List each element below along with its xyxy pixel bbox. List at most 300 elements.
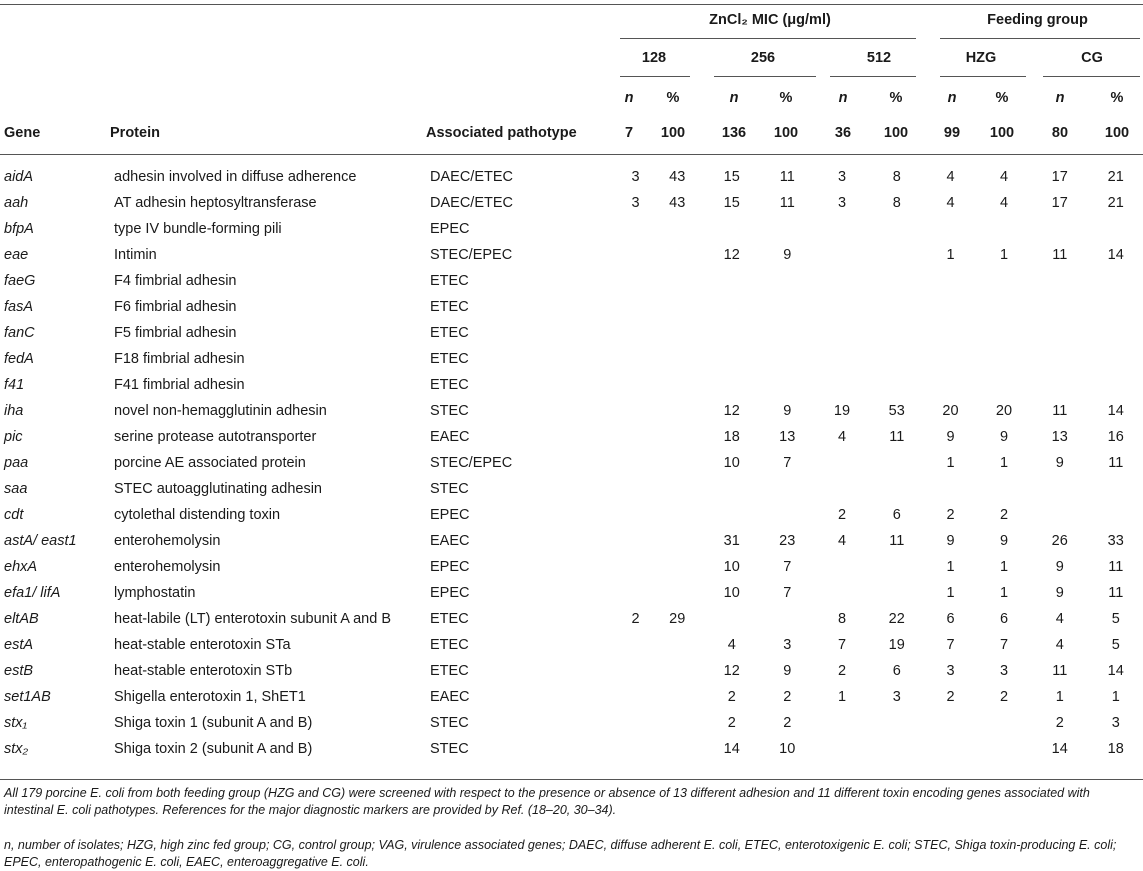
count-cell: 3 — [815, 164, 870, 190]
percent-cell — [651, 684, 704, 710]
n-label: n — [712, 90, 756, 106]
percent-cell — [651, 242, 704, 268]
count-cell: 4 — [1031, 632, 1089, 658]
top-rule — [0, 4, 1143, 5]
gene-cell: fedA — [0, 346, 114, 372]
table-row — [0, 320, 1143, 346]
total-value: 100 — [1095, 125, 1139, 141]
percent-cell: 11 — [870, 528, 925, 554]
gene-cell: fanC — [0, 320, 114, 346]
count-cell: 1 — [924, 450, 977, 476]
count-cell: 12 — [704, 242, 761, 268]
total-value: 7 — [607, 125, 651, 141]
percent-cell — [651, 216, 704, 242]
percent-cell — [870, 710, 925, 736]
count-cell — [704, 216, 761, 242]
sub-underline-hzg — [940, 76, 1026, 77]
count-cell — [1031, 294, 1089, 320]
protein-cell: heat-labile (LT) enterotoxin subunit A and B — [114, 606, 430, 632]
count-cell: 2 — [620, 606, 651, 632]
percent-cell — [1089, 294, 1143, 320]
percent-cell — [760, 476, 815, 502]
total-value: 100 — [874, 125, 918, 141]
percent-cell — [870, 346, 925, 372]
count-cell — [704, 502, 761, 528]
pathotype-cell: STEC — [430, 398, 620, 424]
percent-cell — [870, 268, 925, 294]
count-cell — [704, 372, 761, 398]
table-row — [0, 268, 1143, 294]
count-cell — [1031, 268, 1089, 294]
percent-cell: 3 — [760, 632, 815, 658]
table-row — [0, 606, 1143, 632]
pathotype-cell: ETEC — [430, 294, 620, 320]
count-cell: 1 — [924, 580, 977, 606]
total-value: 36 — [821, 125, 865, 141]
percent-cell: 7 — [760, 580, 815, 606]
count-cell: 11 — [1031, 398, 1089, 424]
column-header-pathotype: Associated pathotype — [426, 125, 577, 141]
pathotype-cell: ETEC — [430, 346, 620, 372]
pathotype-cell: ETEC — [430, 320, 620, 346]
total-value: 100 — [764, 125, 808, 141]
percent-cell: 3 — [870, 684, 925, 710]
percent-cell: 6 — [977, 606, 1031, 632]
count-cell: 26 — [1031, 528, 1089, 554]
total-value: 99 — [930, 125, 974, 141]
percent-cell — [651, 398, 704, 424]
table-row — [0, 424, 1143, 450]
count-cell: 9 — [1031, 554, 1089, 580]
percent-cell: 11 — [870, 424, 925, 450]
percent-cell: 1 — [977, 242, 1031, 268]
percent-cell — [1089, 372, 1143, 398]
count-cell: 2 — [704, 684, 761, 710]
protein-cell: Intimin — [114, 242, 430, 268]
count-cell — [815, 372, 870, 398]
feed-header-cg: CG — [1062, 50, 1122, 66]
count-cell: 9 — [1031, 450, 1089, 476]
pathotype-cell: EPEC — [430, 502, 620, 528]
table-row — [0, 502, 1143, 528]
pathotype-cell: ETEC — [430, 268, 620, 294]
count-cell: 2 — [924, 502, 977, 528]
count-cell: 1 — [924, 554, 977, 580]
percent-cell: 14 — [1089, 398, 1143, 424]
gene-cell: aidA — [0, 164, 114, 190]
gene-cell: stx₁ — [0, 710, 114, 736]
protein-cell: Shigella enterotoxin 1, ShET1 — [114, 684, 430, 710]
total-value: 100 — [651, 125, 695, 141]
percent-cell — [870, 736, 925, 762]
count-cell — [620, 294, 651, 320]
count-cell — [620, 476, 651, 502]
percent-cell: 5 — [1089, 632, 1143, 658]
gene-cell: saa — [0, 476, 114, 502]
percent-cell — [651, 268, 704, 294]
percent-cell — [651, 476, 704, 502]
table-row — [0, 684, 1143, 710]
percent-cell — [870, 320, 925, 346]
percent-cell: 4 — [977, 190, 1031, 216]
protein-cell: AT adhesin heptosyltransferase — [114, 190, 430, 216]
table-row — [0, 658, 1143, 684]
percent-cell: 11 — [1089, 580, 1143, 606]
percent-cell: 1 — [1089, 684, 1143, 710]
count-cell — [704, 268, 761, 294]
pathotype-cell: EAEC — [430, 424, 620, 450]
percent-cell — [977, 476, 1031, 502]
protein-cell: lymphostatin — [114, 580, 430, 606]
sub-underline-512 — [830, 76, 916, 77]
percent-cell — [977, 372, 1031, 398]
percent-cell — [651, 294, 704, 320]
percent-cell — [977, 216, 1031, 242]
count-cell: 18 — [704, 424, 761, 450]
n-label: n — [607, 90, 651, 106]
n-label: n — [821, 90, 865, 106]
count-cell — [620, 372, 651, 398]
count-cell — [620, 502, 651, 528]
count-cell — [815, 580, 870, 606]
count-cell — [704, 346, 761, 372]
count-cell: 2 — [1031, 710, 1089, 736]
count-cell — [620, 320, 651, 346]
count-cell — [815, 710, 870, 736]
pathotype-cell: STEC/EPEC — [430, 242, 620, 268]
percent-cell — [651, 502, 704, 528]
percent-cell — [651, 736, 704, 762]
pathotype-cell: DAEC/ETEC — [430, 190, 620, 216]
count-cell: 6 — [924, 606, 977, 632]
pathotype-cell: EPEC — [430, 216, 620, 242]
protein-cell: STEC autoagglutinating adhesin — [114, 476, 430, 502]
group-underline-feed — [940, 38, 1140, 39]
pathotype-cell: STEC — [430, 710, 620, 736]
count-cell — [620, 684, 651, 710]
count-cell: 7 — [924, 632, 977, 658]
count-cell: 2 — [815, 502, 870, 528]
gene-cell: eae — [0, 242, 114, 268]
protein-cell: novel non-hemagglutinin adhesin — [114, 398, 430, 424]
percent-cell — [977, 736, 1031, 762]
count-cell: 8 — [815, 606, 870, 632]
count-cell — [620, 450, 651, 476]
pathotype-cell: DAEC/ETEC — [430, 164, 620, 190]
count-cell: 20 — [924, 398, 977, 424]
protein-cell: enterohemolysin — [114, 528, 430, 554]
data-table — [0, 164, 1143, 762]
percent-cell — [870, 216, 925, 242]
count-cell — [1031, 372, 1089, 398]
percent-cell — [1089, 502, 1143, 528]
percent-cell — [651, 632, 704, 658]
percent-cell: 11 — [760, 190, 815, 216]
count-cell — [620, 736, 651, 762]
table-row — [0, 242, 1143, 268]
percent-cell — [1089, 216, 1143, 242]
sub-underline-256 — [714, 76, 816, 77]
pathotype-cell: ETEC — [430, 632, 620, 658]
percent-cell — [760, 216, 815, 242]
n-label: n — [930, 90, 974, 106]
pathotype-cell: EPEC — [430, 580, 620, 606]
protein-cell: F5 fimbrial adhesin — [114, 320, 430, 346]
protein-cell: Shiga toxin 2 (subunit A and B) — [114, 736, 430, 762]
sub-underline-cg — [1043, 76, 1140, 77]
column-header-gene: Gene — [4, 125, 40, 141]
percent-cell — [760, 502, 815, 528]
count-cell — [924, 476, 977, 502]
count-cell — [815, 346, 870, 372]
gene-cell: ehxA — [0, 554, 114, 580]
count-cell: 2 — [815, 658, 870, 684]
protein-cell: Shiga toxin 1 (subunit A and B) — [114, 710, 430, 736]
percent-cell — [870, 580, 925, 606]
count-cell — [620, 580, 651, 606]
protein-cell: heat-stable enterotoxin STa — [114, 632, 430, 658]
table-row — [0, 372, 1143, 398]
count-cell — [924, 736, 977, 762]
percent-cell — [760, 294, 815, 320]
percent-cell: 9 — [760, 242, 815, 268]
percent-cell: 22 — [870, 606, 925, 632]
count-cell: 9 — [924, 528, 977, 554]
percent-cell — [1089, 346, 1143, 372]
pathotype-cell: ETEC — [430, 372, 620, 398]
percent-cell: 19 — [870, 632, 925, 658]
protein-cell: F18 fimbrial adhesin — [114, 346, 430, 372]
count-cell: 19 — [815, 398, 870, 424]
percent-cell — [1089, 268, 1143, 294]
percent-cell — [870, 450, 925, 476]
percent-cell: 21 — [1089, 164, 1143, 190]
percent-cell — [977, 346, 1031, 372]
protein-cell: serine protease autotransporter — [114, 424, 430, 450]
count-cell — [815, 476, 870, 502]
group-underline-zn — [620, 38, 916, 39]
percent-cell: 1 — [977, 554, 1031, 580]
count-cell — [815, 450, 870, 476]
count-cell — [620, 424, 651, 450]
gene-cell: aah — [0, 190, 114, 216]
percent-cell — [977, 320, 1031, 346]
percent-cell: 53 — [870, 398, 925, 424]
count-cell — [924, 216, 977, 242]
gene-cell: faeG — [0, 268, 114, 294]
percent-cell: 8 — [870, 164, 925, 190]
count-cell: 4 — [704, 632, 761, 658]
count-cell: 12 — [704, 398, 761, 424]
percent-cell — [760, 268, 815, 294]
count-cell — [924, 294, 977, 320]
percent-cell — [651, 424, 704, 450]
protein-cell: F6 fimbrial adhesin — [114, 294, 430, 320]
count-cell — [620, 398, 651, 424]
percent-cell: 1 — [977, 450, 1031, 476]
count-cell — [704, 476, 761, 502]
gene-cell: eltAB — [0, 606, 114, 632]
pathotype-cell: ETEC — [430, 658, 620, 684]
count-cell — [1031, 502, 1089, 528]
percent-cell: 7 — [760, 450, 815, 476]
count-cell — [924, 710, 977, 736]
count-cell — [704, 320, 761, 346]
percent-cell: 9 — [977, 424, 1031, 450]
percent-label: % — [651, 90, 695, 106]
count-cell: 13 — [1031, 424, 1089, 450]
column-header-protein: Protein — [110, 125, 160, 141]
count-cell: 11 — [1031, 658, 1089, 684]
percent-cell: 43 — [651, 190, 704, 216]
count-cell — [815, 320, 870, 346]
percent-cell — [651, 372, 704, 398]
conc-header-256: 256 — [733, 50, 793, 66]
table-row — [0, 554, 1143, 580]
pathotype-cell: ETEC — [430, 606, 620, 632]
gene-cell: iha — [0, 398, 114, 424]
count-cell — [620, 268, 651, 294]
percent-cell — [760, 320, 815, 346]
count-cell: 12 — [704, 658, 761, 684]
count-cell — [815, 736, 870, 762]
percent-cell — [651, 554, 704, 580]
n-label: n — [1038, 90, 1082, 106]
count-cell — [620, 528, 651, 554]
percent-cell: 11 — [1089, 450, 1143, 476]
percent-cell — [870, 554, 925, 580]
table-row — [0, 216, 1143, 242]
percent-cell — [977, 268, 1031, 294]
count-cell: 2 — [704, 710, 761, 736]
bottom-rule — [0, 779, 1143, 780]
count-cell: 9 — [1031, 580, 1089, 606]
count-cell — [1031, 476, 1089, 502]
percent-cell — [1089, 476, 1143, 502]
count-cell — [620, 554, 651, 580]
percent-cell: 11 — [760, 164, 815, 190]
count-cell: 17 — [1031, 164, 1089, 190]
table-row — [0, 580, 1143, 606]
table-row — [0, 476, 1143, 502]
protein-cell: cytolethal distending toxin — [114, 502, 430, 528]
percent-cell — [651, 710, 704, 736]
count-cell: 4 — [815, 424, 870, 450]
percent-cell: 11 — [1089, 554, 1143, 580]
percent-cell — [1089, 320, 1143, 346]
pathotype-cell: EAEC — [430, 528, 620, 554]
conc-header-128: 128 — [624, 50, 684, 66]
percent-cell: 21 — [1089, 190, 1143, 216]
gene-cell: estB — [0, 658, 114, 684]
count-cell: 10 — [704, 580, 761, 606]
percent-label: % — [874, 90, 918, 106]
count-cell: 1 — [815, 684, 870, 710]
count-cell: 17 — [1031, 190, 1089, 216]
count-cell: 10 — [704, 554, 761, 580]
total-value: 136 — [712, 125, 756, 141]
percent-cell: 18 — [1089, 736, 1143, 762]
count-cell: 14 — [704, 736, 761, 762]
gene-cell: bfpA — [0, 216, 114, 242]
percent-cell — [760, 606, 815, 632]
percent-cell — [870, 372, 925, 398]
count-cell: 7 — [815, 632, 870, 658]
protein-cell: adhesin involved in diffuse adherence — [114, 164, 430, 190]
count-cell — [815, 294, 870, 320]
percent-cell: 3 — [1089, 710, 1143, 736]
pathotype-cell: EAEC — [430, 684, 620, 710]
pathotype-cell: STEC/EPEC — [430, 450, 620, 476]
count-cell — [815, 216, 870, 242]
percent-cell — [870, 294, 925, 320]
protein-cell: F41 fimbrial adhesin — [114, 372, 430, 398]
pathotype-cell: STEC — [430, 736, 620, 762]
count-cell — [1031, 346, 1089, 372]
gene-cell: efa1/ lifA — [0, 580, 114, 606]
count-cell: 9 — [924, 424, 977, 450]
percent-cell: 2 — [977, 502, 1031, 528]
gene-cell: cdt — [0, 502, 114, 528]
count-cell — [924, 372, 977, 398]
table-row — [0, 294, 1143, 320]
percent-cell: 14 — [1089, 242, 1143, 268]
table-row — [0, 528, 1143, 554]
percent-cell — [651, 658, 704, 684]
header-rule — [0, 154, 1143, 155]
pathotype-cell: EPEC — [430, 554, 620, 580]
count-cell: 31 — [704, 528, 761, 554]
count-cell: 14 — [1031, 736, 1089, 762]
count-cell — [815, 268, 870, 294]
protein-cell: porcine AE associated protein — [114, 450, 430, 476]
percent-cell: 7 — [760, 554, 815, 580]
percent-cell — [651, 346, 704, 372]
pathotype-cell: STEC — [430, 476, 620, 502]
percent-cell — [870, 476, 925, 502]
protein-cell: type IV bundle-forming pili — [114, 216, 430, 242]
protein-cell: F4 fimbrial adhesin — [114, 268, 430, 294]
percent-cell — [651, 580, 704, 606]
count-cell: 1 — [924, 242, 977, 268]
table-row — [0, 736, 1143, 762]
count-cell — [924, 320, 977, 346]
percent-cell — [870, 242, 925, 268]
percent-cell: 3 — [977, 658, 1031, 684]
count-cell: 10 — [704, 450, 761, 476]
group-header-feeding-group: Feeding group — [935, 12, 1140, 28]
percent-cell — [651, 320, 704, 346]
percent-cell: 8 — [870, 190, 925, 216]
count-cell: 3 — [924, 658, 977, 684]
gene-cell: pic — [0, 424, 114, 450]
table-row — [0, 346, 1143, 372]
percent-cell: 33 — [1089, 528, 1143, 554]
count-cell — [815, 242, 870, 268]
gene-cell: estA — [0, 632, 114, 658]
table-row — [0, 710, 1143, 736]
percent-label: % — [1095, 90, 1139, 106]
count-cell: 15 — [704, 164, 761, 190]
count-cell: 4 — [1031, 606, 1089, 632]
footnote-2: n, number of isolates; HZG, high zinc fed group; CG, control group; VAG, virulence associated genes; DAEC, diffuse adherent E. coli, ETEC, enterotoxigenic E. coli; STEC, Shiga toxin-producing E. coli; EPEC, enteropathogenic E. coli, EAEC, enteroaggregative E. coli. — [4, 837, 1136, 871]
percent-cell — [760, 346, 815, 372]
count-cell — [620, 710, 651, 736]
percent-label: % — [980, 90, 1024, 106]
percent-cell: 2 — [760, 684, 815, 710]
count-cell: 4 — [815, 528, 870, 554]
count-cell: 3 — [815, 190, 870, 216]
